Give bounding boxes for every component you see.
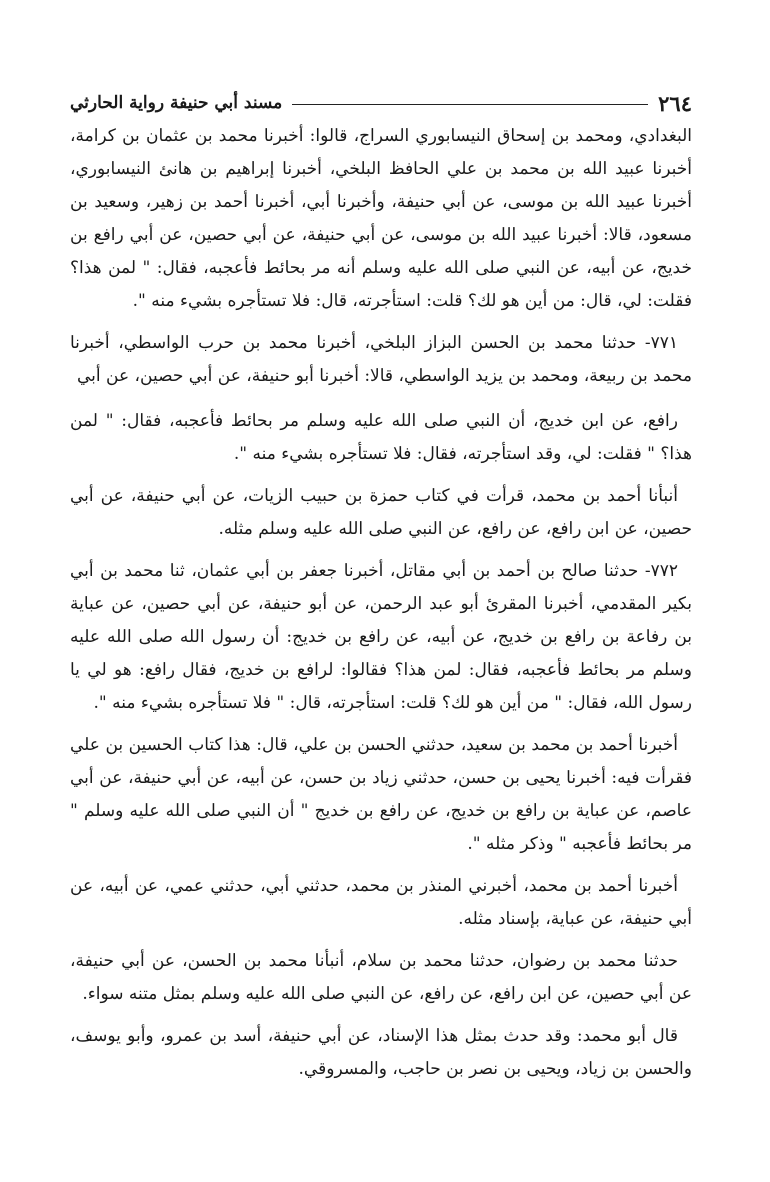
body-text	[70, 120, 692, 1086]
book-page	[70, 88, 692, 1095]
header-rule	[292, 104, 648, 105]
paragraph-continuation: البغدادي، ومحمد بن إسحاق النيسابوري السراج، قالوا: أخبرنا محمد بن عثمان بن كرامة، أخبرنا عبيد الله بن محمد بن علي الحافظ البلخي، أخبرنا إبراهيم بن هانئ النيسابوري، أخبرنا عبيد الله بن موسى، عن أبي حنيفة، وأخبرنا أبي، أخبرنا أحمد بن زهير، وسعيد بن مسعود، قالا: أخبرنا عبيد الله بن موسى، عن أبي حنيفة، عن أبي حصين، عن أبي رافع بن خديج، عن أبيه، عن النبي صلى الله عليه وسلم أنه مر بحائط فأعجبه، فقال: " لمن هذا؟ فقلت: لي، قال: من أين هو لك؟ قلت: استأجرته، قال: فلا تستأجره بشيء منه ".	[70, 126, 692, 311]
paragraph-chain-mundhir: أخبرنا أحمد بن محمد، أخبرني المنذر بن محمد، حدثني أبي، حدثني عمي، عن أبيه، عن أبي حنيفة، عن عباية، بإسناد مثله.	[70, 876, 692, 929]
page-number: ٢٦٤	[658, 90, 692, 116]
paragraph-chain-hamza: أنبأنا أحمد بن محمد، قرأت في كتاب حمزة بن حبيب الزيات، عن أبي حنيفة، عن أبي حصين، عن ابن رافع، عن رافع، عن النبي صلى الله عليه وسلم مثله.	[70, 486, 692, 539]
paragraph-chain-ridwan: حدثنا محمد بن رضوان، حدثنا محمد بن سلام، أنبأنا محمد بن الحسن، عن أبي حنيفة، عن أبي حصين، عن ابن رافع، عن رافع، عن النبي صلى الله عليه وسلم بمثل متنه سواء.	[70, 951, 692, 1004]
hadith-772: ٧٧٢- حدثنا صالح بن أحمد بن أبي مقاتل، أخبرنا جعفر بن أبي عثمان، ثنا محمد بن أبي بكير المقدمي، أخبرنا المقرئ أبو عبد الرحمن، عن أبو حنيفة، عن أبي حصين، عن عباية بن رفاعة بن رافع بن خديج، عن أبيه، عن رافع بن خديج: أن رسول الله صلى الله عليه وسلم مر بحائط فأعجبه، فقال: لمن هذا؟ فقالوا: لرافع بن خديج، فقال رافع: هو لي يا رسول الله، فقال: " من أين هو لك؟ قلت: استأجرته، قال: " فلا تستأجره بشيء منه ".	[70, 561, 692, 713]
hadith-771-continued: رافع، عن ابن خديج، أن النبي صلى الله عليه وسلم مر بحائط فأعجبه، فقال: " لمن هذا؟ " فقلت: لي، وقد استأجرته، فقال: فلا تستأجره بشيء منه ".	[70, 411, 692, 464]
hadith-771: ٧٧١- حدثنا محمد بن الحسن البزاز البلخي، أخبرنا محمد بن حرب الواسطي، أخبرنا محمد بن ربيعة، ومحمد بن يزيد الواسطي، قالا: أخبرنا أبو حنيفة، عن أبي حصين، عن أبي	[70, 333, 692, 386]
paragraph-chain-husayn: أخبرنا أحمد بن محمد بن سعيد، حدثني الحسن بن علي، قال: هذا كتاب الحسين بن علي فقرأت فيه: أخبرنا يحيى بن حسن، حدثني زياد بن حسن، عن أبيه، عن أبي حنيفة، عن أبي عاصم، عن عباية بن رافع بن خديج، عن رافع بن خديج " أن النبي صلى الله عليه وسلم " مر بحائط فأعجبه " وذكر مثله ".	[70, 735, 692, 854]
page-header	[70, 88, 692, 118]
paragraph-closing-note: قال أبو محمد: وقد حدث بمثل هذا الإسناد، عن أبي حنيفة، أسد بن عمرو، وأبو يوسف، والحسن بن زياد، ويحيى بن نصر بن حاجب، والمسروقي.	[70, 1026, 692, 1079]
running-title: مسند أبي حنيفة رواية الحارثي	[70, 93, 283, 113]
